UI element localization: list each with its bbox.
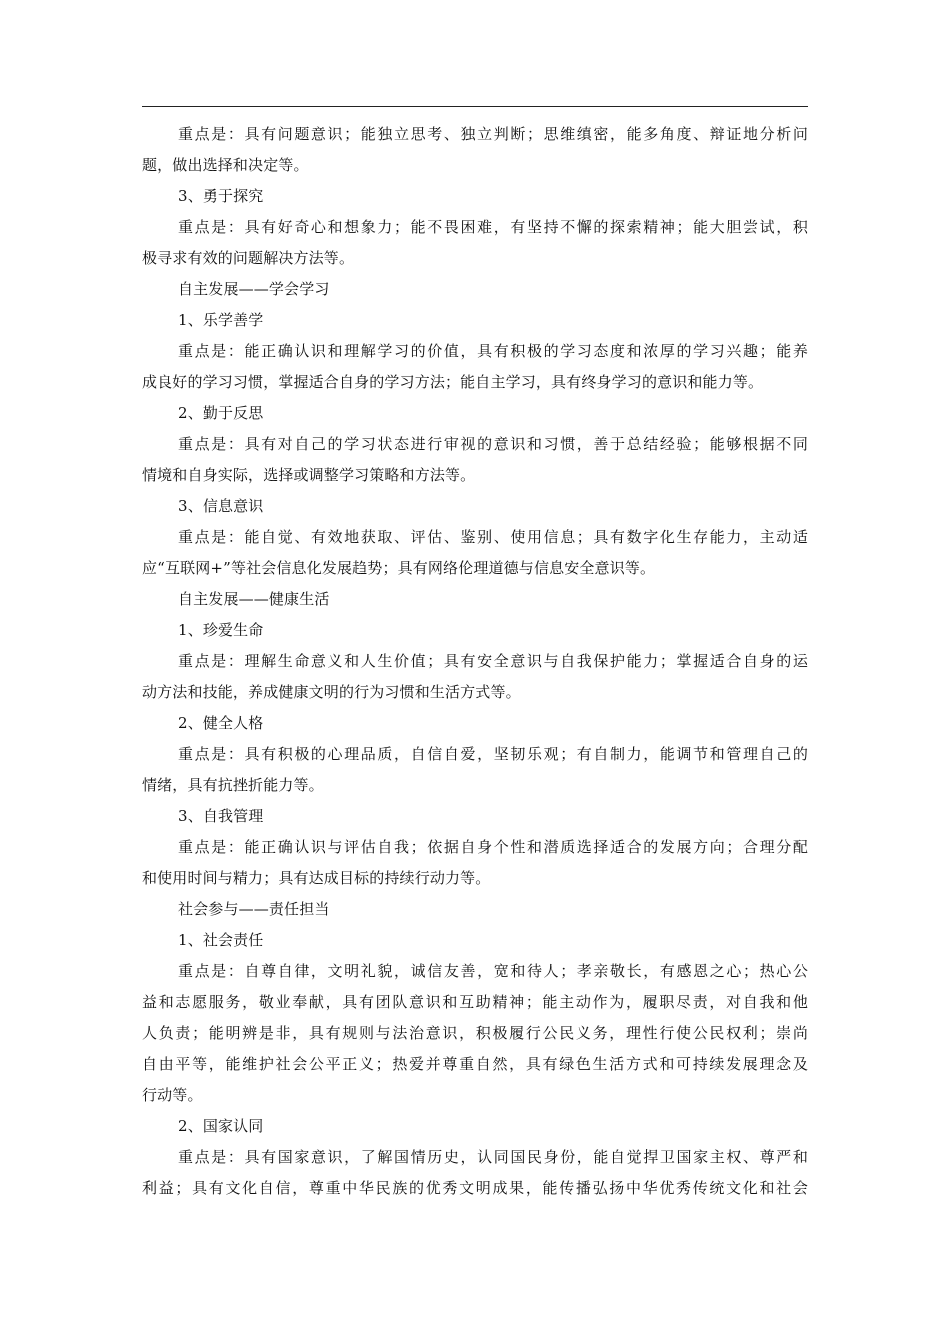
paragraph-line: 极寻求有效的问题解决方法等。 <box>142 249 355 267</box>
paragraph-line: 人负责；能明辨是非，具有规则与法治意识，积极履行公民义务，理性行使公民权利；崇尚 <box>142 1024 808 1042</box>
paragraph-line-first: 3、勇于探究 <box>178 187 264 205</box>
paragraph-line: 成良好的学习习惯，掌握适合自身的学习方法；能自主学习，具有终身学习的意识和能力等。 <box>142 373 764 391</box>
paragraph-line-first: 自主发展——学会学习 <box>178 280 330 298</box>
paragraph-line: 题，做出选择和决定等。 <box>142 156 309 174</box>
paragraph-line-first: 1、乐学善学 <box>178 311 264 329</box>
paragraph-line-first: 2、国家认同 <box>178 1117 264 1135</box>
paragraph-line-first: 2、勤于反思 <box>178 404 264 422</box>
paragraph-line-first: 3、信息意识 <box>178 497 264 515</box>
document-body <box>142 119 808 1204</box>
paragraph-line-first: 重点是：具有对自己的学习状态进行审视的意识和习惯，善于总结经验；能够根据不同 <box>178 435 808 453</box>
paragraph-line: 自由平等，能维护社会公平正义；热爱并尊重自然，具有绿色生活方式和可持续发展理念及 <box>142 1055 808 1073</box>
paragraph-line: 动方法和技能，养成健康文明的行为习惯和生活方式等。 <box>142 683 521 701</box>
paragraph-line: 情境和自身实际，选择或调整学习策略和方法等。 <box>142 466 476 484</box>
paragraph-line-first: 重点是：能自觉、有效地获取、评估、鉴别、使用信息；具有数字化生存能力，主动适 <box>178 528 808 546</box>
paragraph-line-first: 2、健全人格 <box>178 714 264 732</box>
paragraph-line-first: 重点是：具有问题意识；能独立思考、独立判断；思维缜密，能多角度、辩证地分析问 <box>178 125 808 143</box>
paragraph-line: 行动等。 <box>142 1086 203 1104</box>
paragraph-line-first: 重点是：能正确认识与评估自我；依据自身个性和潜质选择适合的发展方向；合理分配 <box>178 838 808 856</box>
paragraph-line: 应“互联网+”等社会信息化发展趋势；具有网络伦理道德与信息安全意识等。 <box>142 559 656 577</box>
paragraph-line-first: 自主发展——健康生活 <box>178 590 330 608</box>
paragraph-line-first: 重点是：具有积极的心理品质，自信自爱，坚韧乐观；有自制力，能调节和管理自己的 <box>178 745 808 763</box>
paragraph-line-first: 重点是：具有国家意识，了解国情历史，认同国民身份，能自觉捍卫国家主权、尊严和 <box>178 1148 808 1166</box>
paragraph-line: 益和志愿服务，敬业奉献，具有团队意识和互助精神；能主动作为，履职尽责，对自我和他 <box>142 993 808 1011</box>
paragraph-line: 情绪，具有抗挫折能力等。 <box>142 776 324 794</box>
paragraph-line-first: 1、社会责任 <box>178 931 264 949</box>
paragraph-line-first: 社会参与——责任担当 <box>178 900 330 918</box>
paragraph-line: 和使用时间与精力；具有达成目标的持续行动力等。 <box>142 869 491 887</box>
paragraph-line-first: 重点是：具有好奇心和想象力；能不畏困难，有坚持不懈的探索精神；能大胆尝试，积 <box>178 218 808 236</box>
paragraph-line-first: 1、珍爱生命 <box>178 621 264 639</box>
paragraph-line-first: 重点是：自尊自律，文明礼貌，诚信友善，宽和待人；孝亲敬长，有感恩之心；热心公 <box>178 962 808 980</box>
header-rule <box>142 106 808 107</box>
paragraph-line-first: 3、自我管理 <box>178 807 264 825</box>
paragraph-line-first: 重点是：理解生命意义和人生价值；具有安全意识与自我保护能力；掌握适合自身的运 <box>178 652 808 670</box>
paragraph-line-first: 重点是：能正确认识和理解学习的价值，具有积极的学习态度和浓厚的学习兴趣；能养 <box>178 342 808 360</box>
paragraph-line: 利益；具有文化自信，尊重中华民族的优秀文明成果，能传播弘扬中华优秀传统文化和社会 <box>142 1179 808 1197</box>
